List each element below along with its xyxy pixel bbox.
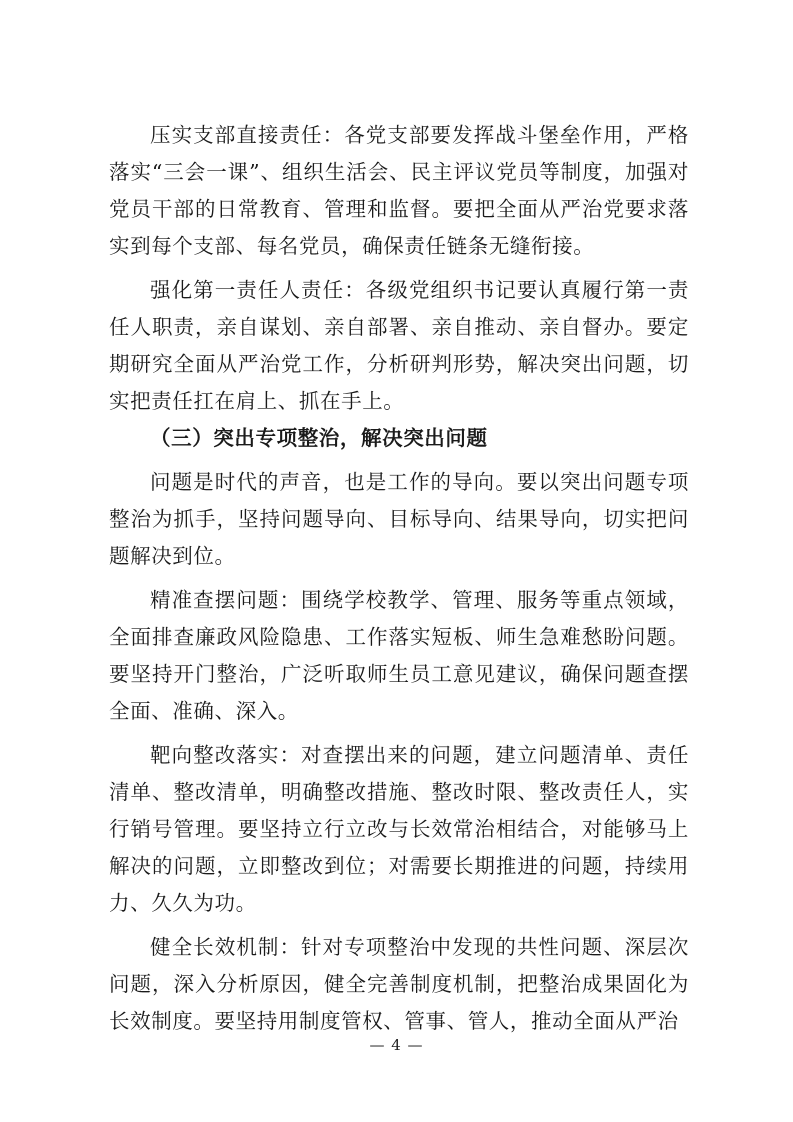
paragraph-identify-problems: 精准查摆问题：围绕学校教学、管理、服务等重点领域，全面排查廉政风险隐患、工作落实短板、师生急难愁盼问题。要坚持开门整治，广泛听取师生员工意见建议，确保问题查摆全面、准确、深入。 — [109, 588, 689, 723]
paragraph-first-responsible-person: 强化第一责任人责任：各级党组织书记要认真履行第一责任人职责，亲自谋划、亲自部署、亲自推动、亲自督办。要定期研究全面从严治党工作，分析研判形势，解决突出问题，切实把责任扛在肩上、抓在手上。 — [109, 278, 689, 413]
paragraph-branch-responsibility: 压实支部直接责任：各党支部要发挥战斗堡垒作用，严格落实“三会一课”、组织生活会、民主评议党员等制度，加强对党员干部的日常教育、管理和监督。要把全面从严治党要求落实到每个支部、每名党员，确保责任链条无缝衔接。 — [109, 123, 689, 258]
paragraph-targeted-rectification: 靶向整改落实：对查摆出来的问题，建立问题清单、责任清单、整改清单，明确整改措施、整改时限、整改责任人，实行销号管理。要坚持立行立改与长效常治相结合，对能够马上解决的问题，立即整改到位；对需要长期推进的问题，持续用力、久久为功。 — [109, 743, 689, 915]
paragraph-problem-orientation: 问题是时代的声音，也是工作的导向。要以突出问题专项整治为抓手，坚持问题导向、目标导向、结果导向，切实把问题解决到位。 — [109, 470, 689, 568]
document-body — [109, 117, 689, 1040]
section-heading: （三）突出专项整治，解决突出问题 — [150, 426, 488, 450]
paragraph-long-term-mechanism: 健全长效机制：针对专项整治中发现的共性问题、深层次问题，深入分析原因，健全完善制度机制，把整治成果固化为长效制度。要坚持用制度管权、管事、管人，推动全面从严治 — [109, 935, 689, 1033]
page-number: — 4 — — [369, 1036, 424, 1054]
